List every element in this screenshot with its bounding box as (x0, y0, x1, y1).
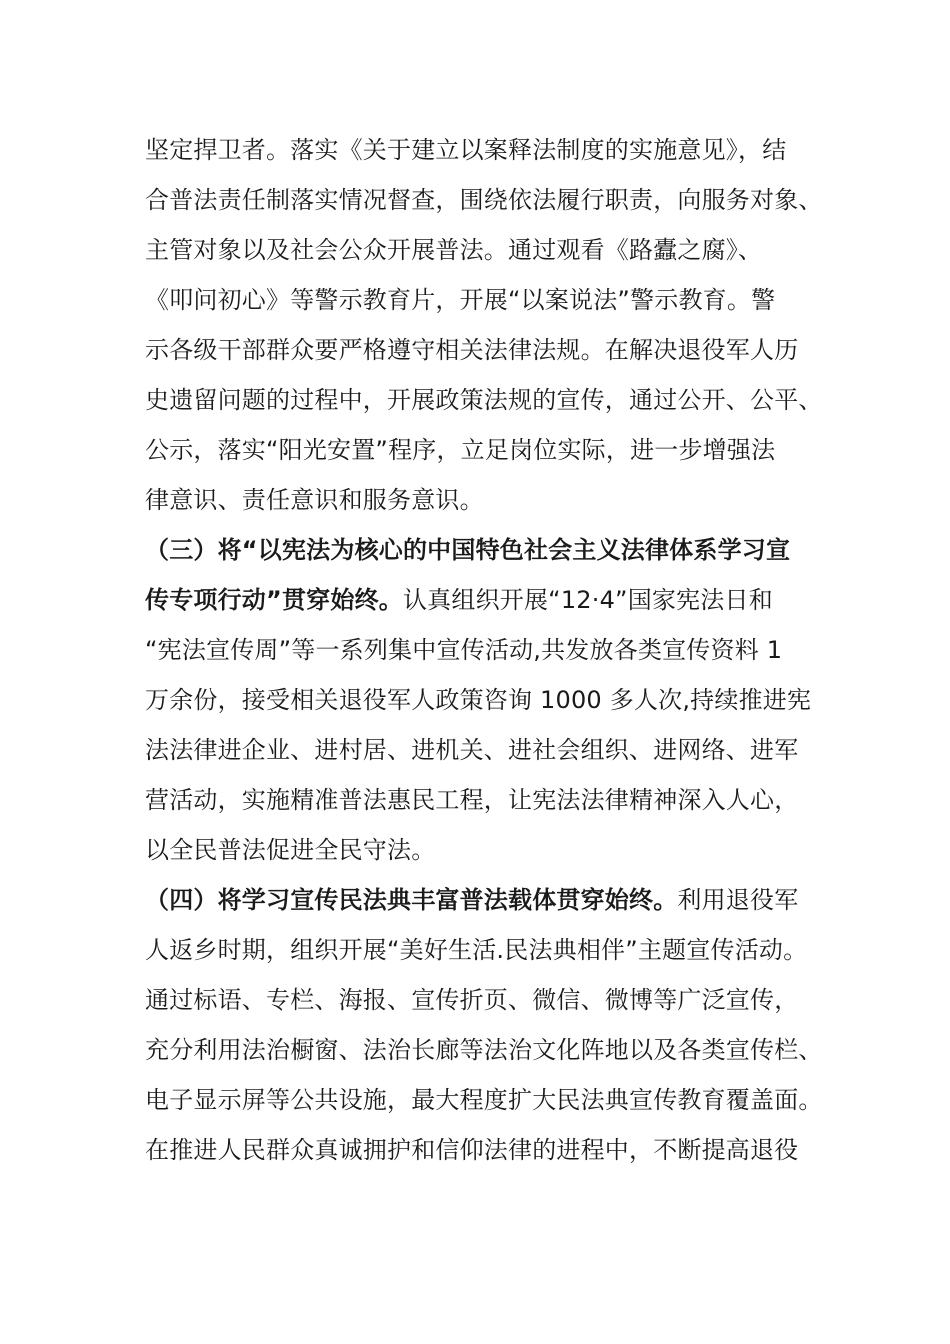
paragraph-line: 合普法责任制落实情况督查，围绕依法履行职责，向服务对象、 (145, 186, 823, 214)
paragraph-line: 主管对象以及社会公众开展普法。通过观看《路蠹之腐》、 (145, 236, 763, 264)
section-3-heading-end: 传专项行动”贯穿始终。 (145, 586, 403, 614)
paragraph-line: 充分利用法治橱窗、法治长廊等法治文化阵地以及各类宣传栏、 (145, 1036, 823, 1064)
paragraph-line: 示各级干部群众要严格遵守相关法律法规。在解决退役军人历 (145, 336, 799, 364)
section-4-heading-line (145, 884, 798, 916)
paragraph-line: 营活动，实施精准普法惠民工程，让宪法法律精神深入人心， (145, 786, 799, 814)
paragraph-line: 律意识、责任意识和服务意识。 (145, 486, 484, 514)
paragraph-line: 在推进人民群众真诚拥护和信仰法律的进程中，不断提高退役 (145, 1136, 799, 1164)
paragraph-line: 法法律进企业、进村居、进机关、进社会组织、进网络、进军 (145, 736, 799, 764)
section-3-heading: （三）将“以宪法为核心的中国特色社会主义法律体系学习宣 (145, 536, 791, 564)
paragraph-line: 史遗留问题的过程中，开展政策法规的宣传，通过公开、公平、 (145, 386, 823, 414)
paragraph-line: 万余份，接受相关退役军人政策咨询 1000 多人次,持续推进宪 (145, 686, 812, 714)
paragraph-line: 以全民普法促进全民守法。 (145, 836, 436, 864)
paragraph-line: 电子显示屏等公共设施，最大程度扩大民法典宣传教育覆盖面。 (145, 1086, 823, 1114)
section-4-heading: （四）将学习宣传民法典丰富普法载体贯穿始终。 (145, 886, 678, 914)
section-3-heading-line-2 (145, 584, 773, 616)
paragraph-line: 《叩问初心》等警示教育片，开展“以案说法”警示教育。警 (145, 286, 776, 314)
paragraph-line: 人返乡时期，组织开展“美好生活.民法典相伴”主题宣传活动。 (145, 936, 808, 964)
paragraph-line: “宪法宣传周”等一系列集中宣传活动,共发放各类宣传资料 1 (145, 636, 783, 664)
paragraph-line: 通过标语、专栏、海报、宣传折页、微信、微博等广泛宣传， (145, 986, 799, 1014)
paragraph-line: 坚定捍卫者。落实《关于建立以案释法制度的实施意见》，结 (145, 136, 787, 164)
paragraph-line: 公示，落实“阳光安置”程序，立足岗位实际，进一步增强法 (145, 436, 776, 464)
section-4-text: 利用退役军 (677, 886, 799, 914)
section-3-text: 认真组织开展“12·4”国家宪法日和 (402, 586, 773, 614)
